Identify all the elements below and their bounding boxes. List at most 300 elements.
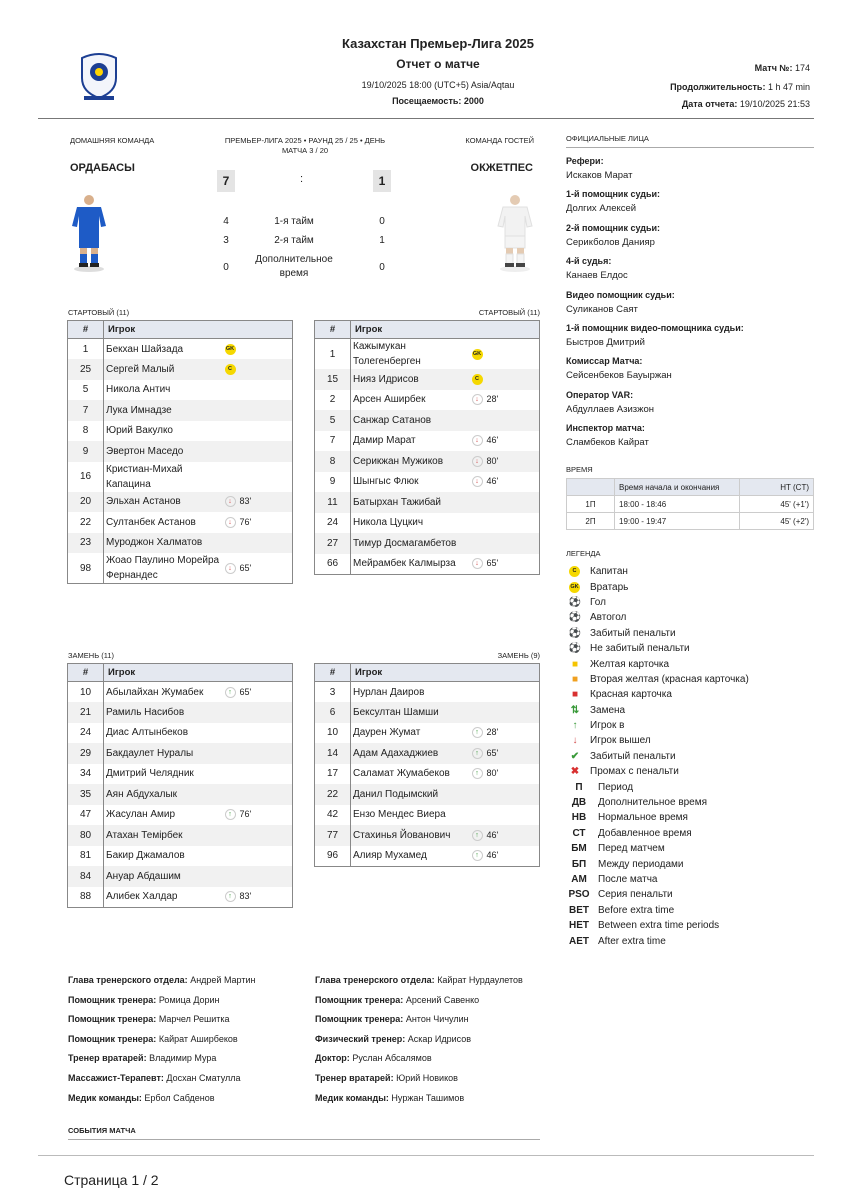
player-name: Аян Абдухалык — [104, 784, 225, 805]
player-number: 96 — [315, 846, 351, 867]
official — [566, 223, 814, 256]
legend-item — [566, 579, 749, 594]
staff-role: Массажист-Терапевт: — [68, 1072, 164, 1083]
player-events — [225, 743, 293, 764]
official-role: 4-й судья: — [566, 256, 612, 267]
staff-member — [315, 975, 523, 995]
player-in-icon: ↑ — [225, 687, 236, 698]
legend-label: ЛЕГЕНДА — [566, 549, 601, 558]
sub-minute: 46' — [486, 850, 499, 860]
legend-text: После матча — [598, 874, 658, 885]
player-number: 23 — [68, 533, 104, 554]
staff-name: Ербол Сабденов — [144, 1092, 215, 1103]
staff-role: Физический тренер: — [315, 1033, 406, 1044]
page-number: Страница 1 / 2 — [64, 1172, 159, 1188]
player-events — [225, 533, 293, 554]
legend-item — [566, 918, 749, 933]
official-role: 1-й помощник судьи: — [566, 189, 661, 200]
footer-divider — [38, 1155, 814, 1156]
player-number: 25 — [68, 359, 104, 380]
legend-item — [566, 610, 749, 625]
legend-icon: ↑ — [572, 720, 578, 732]
player-events — [225, 400, 293, 421]
legend-icon: БМ — [571, 843, 587, 855]
player-row — [315, 764, 540, 785]
legend-item — [566, 779, 749, 794]
sub-minute: 80' — [486, 768, 499, 779]
staff-member — [315, 1073, 523, 1093]
official-name: Сейсенбеков Бауыржан — [566, 370, 672, 382]
sub-minute: 83' — [239, 891, 252, 901]
player-row — [68, 339, 293, 360]
staff-member — [315, 1093, 523, 1113]
legend-text: Вратарь — [590, 581, 629, 593]
legend-item — [566, 718, 749, 733]
captain-badge: C — [225, 364, 236, 375]
player-number: 5 — [315, 410, 351, 431]
player-number: 14 — [315, 743, 351, 764]
player-row — [68, 743, 293, 764]
away-staff-list — [315, 975, 523, 1112]
player-events — [225, 380, 293, 401]
legend-text: Between extra time periods — [598, 920, 720, 932]
player-events — [225, 553, 293, 584]
player-name: Ануар Абдашим — [104, 866, 225, 887]
player-row — [68, 846, 293, 867]
player-in-icon: ↑ — [472, 850, 483, 861]
legend-text: Игрок в — [590, 720, 625, 732]
player-number: 98 — [68, 553, 104, 584]
player-name: Рамиль Насибов — [104, 702, 225, 723]
player-number: 34 — [68, 764, 104, 785]
header-divider — [38, 118, 814, 119]
legend-icon: ⇅ — [570, 704, 580, 716]
player-row — [68, 462, 293, 492]
player-name: Муроджон Халматов — [104, 533, 225, 554]
staff-name: Марчел Решитка — [158, 1014, 230, 1025]
player-row — [68, 359, 293, 380]
player-in-icon: ↑ — [225, 809, 236, 820]
legend-icon: ⚽ — [568, 612, 582, 624]
official-name: Суликанов Саят — [566, 303, 638, 315]
player-events — [472, 743, 540, 764]
legend-item — [566, 826, 749, 841]
official-name: Канаев Елдос — [566, 270, 628, 282]
player-name: Адам Адахаджиев — [351, 743, 472, 764]
time-ht: 45' (+2') — [740, 513, 814, 530]
player-row — [315, 805, 540, 826]
legend-text: After extra time — [598, 935, 666, 947]
official-role: Рефери: — [566, 156, 604, 166]
player-number: 84 — [68, 866, 104, 887]
player-events — [225, 492, 293, 513]
official-role: Оператор VAR: — [566, 389, 634, 400]
legend-text: Желтая карточка — [590, 658, 670, 670]
player-row — [68, 421, 293, 442]
period-row: 4 1-я тайм 0 — [223, 216, 385, 227]
player-number: 7 — [68, 400, 104, 421]
player-number: 11 — [315, 492, 351, 513]
player-number: 88 — [68, 887, 104, 908]
legend-icon: BET — [569, 904, 589, 916]
legend-icon: GK — [569, 582, 580, 593]
player-name: Жасулан Амир — [106, 809, 176, 821]
col-number: # — [68, 664, 104, 682]
legend-icon: ■ — [571, 658, 579, 670]
staff-role: Глава тренерского отдела: — [315, 975, 435, 985]
player-row — [315, 513, 540, 534]
away-starting-label: СТАРТОВЫЙ (11) — [478, 308, 540, 317]
player-name: Алибек Халдар — [106, 891, 178, 902]
official-name: Быстров Дмитрий — [566, 336, 645, 348]
player-number: 8 — [315, 451, 351, 472]
player-name: Султанбек Астанов — [106, 516, 196, 528]
official-role: 2-й помощник судьи: — [566, 222, 661, 233]
player-number: 35 — [68, 784, 104, 805]
player-events — [225, 825, 293, 846]
legend-item — [566, 933, 749, 948]
player-name: Бакир Джамалов — [106, 850, 185, 862]
sub-minute: 28' — [486, 394, 499, 405]
col-player: Игрок — [104, 321, 293, 339]
time-range: 18:00 - 18:46 — [615, 496, 740, 513]
legend-icon: НВ — [571, 812, 587, 824]
player-name: Атахан Темірбек — [104, 825, 225, 846]
col-number: # — [68, 321, 104, 339]
legend-icon: АМ — [571, 874, 587, 885]
sub-minute: 65' — [486, 558, 499, 568]
staff-member — [68, 1034, 255, 1054]
player-events — [472, 410, 540, 431]
legend-icon: ✖ — [570, 766, 580, 778]
player-number: 42 — [315, 805, 351, 826]
player-name: Нурлан Даиров — [353, 686, 425, 698]
legend-icon: П — [575, 781, 583, 793]
player-row — [68, 400, 293, 421]
legend-icon: AET — [569, 935, 589, 947]
away-starting-table — [314, 320, 540, 575]
home-team-name: ОРДАБАСЫ — [70, 162, 135, 174]
player-events — [225, 887, 293, 908]
home-subs-label: ЗАМЕНЬ (11) — [68, 651, 114, 660]
match-events-label: СОБЫТИЯ МАТЧА — [68, 1126, 136, 1135]
legend-item — [566, 795, 749, 810]
player-in-icon: ↑ — [225, 891, 236, 902]
player-name: Мейрамбек Калмырза — [353, 558, 456, 569]
player-row — [68, 702, 293, 723]
score-separator: : — [300, 173, 304, 185]
player-out-icon: ↓ — [225, 517, 236, 528]
legend-text: Не забитый пенальти — [590, 643, 690, 655]
legend-text: Между периодами — [598, 858, 684, 870]
away-subs-table — [314, 663, 540, 867]
player-name: Серикжан Мужиков — [351, 451, 472, 472]
officials-divider — [566, 147, 814, 148]
sub-minute: 65' — [239, 562, 252, 573]
staff-role: Помощник тренера: — [68, 1014, 157, 1025]
player-events — [472, 513, 540, 534]
staff-name: Кайрат Аширбеков — [158, 1033, 238, 1044]
staff-name: Владимир Мура — [149, 1053, 217, 1064]
report-title: Казахстан Премьер-Лига 2025 — [342, 36, 534, 51]
legend-text: Забитый пенальти — [590, 750, 676, 762]
player-number: 9 — [315, 472, 351, 493]
player-name: Шынгыс Флюк — [353, 476, 419, 488]
legend-text: Период — [598, 781, 634, 793]
player-row — [315, 369, 540, 390]
player-out-icon: ↓ — [472, 558, 483, 569]
player-events — [472, 369, 540, 390]
player-number: 66 — [315, 554, 351, 575]
player-in-icon: ↑ — [472, 727, 483, 738]
player-name: Эвертон Маседо — [104, 441, 225, 462]
official-name: Серикболов Данияр — [566, 236, 655, 248]
legend-icon: ✔ — [570, 750, 580, 762]
away-score: 1 — [373, 170, 391, 192]
player-name: Нияз Идрисов — [351, 369, 472, 390]
player-row — [315, 554, 540, 575]
legend-icon: ■ — [571, 673, 579, 685]
official-role: Комиссар Матча: — [566, 356, 643, 367]
staff-role: Тренер вратарей: — [315, 1072, 394, 1083]
legend-icon: C — [569, 566, 580, 577]
match-number: Матч №: 174 — [754, 63, 810, 73]
legend-icon: ⚽ — [568, 643, 582, 655]
legend-item — [566, 887, 749, 902]
player-out-icon: ↓ — [472, 435, 483, 446]
player-number: 2 — [315, 390, 351, 411]
home-kit-icon — [70, 192, 108, 274]
legend-icon: ■ — [571, 689, 579, 701]
staff-name: Антон Чичулин — [405, 1014, 469, 1025]
official — [566, 156, 814, 189]
staff-member — [315, 1014, 523, 1034]
player-row — [315, 682, 540, 703]
player-row — [68, 682, 293, 703]
player-name: Даурен Жумат — [353, 727, 421, 739]
legend-text: Игрок вышел — [590, 735, 651, 747]
player-events — [225, 441, 293, 462]
legend-item — [566, 687, 749, 702]
player-number: 15 — [315, 369, 351, 390]
staff-role: Помощник тренера: — [68, 1033, 157, 1044]
staff-member — [315, 995, 523, 1015]
player-name: Никола Цуцкич — [353, 517, 424, 529]
official-role: Инспектор матча: — [566, 423, 645, 434]
sub-minute: 46' — [486, 829, 499, 840]
events-divider — [68, 1139, 540, 1140]
player-name: Алияр Мухамед — [353, 850, 427, 861]
sub-minute: 65' — [239, 686, 252, 697]
legend-item — [566, 764, 749, 779]
legend-text: Автогол — [590, 612, 627, 624]
sub-minute: 28' — [486, 727, 499, 738]
player-events — [472, 805, 540, 826]
official-name: Абдуллаев Азизжон — [566, 403, 655, 415]
legend-list — [566, 564, 749, 949]
player-number: 17 — [315, 764, 351, 785]
player-name: Никола Антич — [106, 384, 171, 396]
player-events — [472, 784, 540, 805]
legend-item — [566, 810, 749, 825]
player-out-icon: ↓ — [472, 476, 483, 487]
player-in-icon: ↑ — [472, 830, 483, 841]
player-events — [225, 359, 293, 380]
player-name: Бекхан Шайзада — [106, 343, 184, 355]
player-row — [68, 764, 293, 785]
player-events — [472, 723, 540, 744]
player-name: Жоао Паулино Морейра Фернандес — [106, 555, 220, 581]
staff-name: Кайрат Нурдаулетов — [437, 975, 523, 985]
legend-text: Before extra time — [598, 904, 675, 916]
player-out-icon: ↓ — [472, 394, 483, 405]
player-row — [315, 472, 540, 493]
home-staff-list — [68, 975, 255, 1112]
home-starting-label: СТАРТОВЫЙ (11) — [68, 308, 130, 317]
sub-minute: 83' — [239, 496, 252, 507]
player-row — [315, 743, 540, 764]
staff-role: Помощник тренера: — [315, 994, 404, 1005]
legend-item — [566, 872, 749, 887]
player-number: 29 — [68, 743, 104, 764]
player-events — [225, 846, 293, 867]
player-row — [68, 512, 293, 533]
player-events — [472, 764, 540, 785]
player-name: Абылайхан Жумабек — [106, 686, 204, 698]
player-name: Стахинья Йованович — [351, 825, 472, 846]
legend-item — [566, 672, 749, 687]
player-events — [225, 805, 293, 826]
match-datetime: 19/10/2025 18:00 (UTC+5) Asia/Aqtau — [361, 80, 515, 90]
player-events — [225, 682, 293, 703]
staff-role: Доктор: — [315, 1053, 350, 1064]
player-row — [68, 441, 293, 462]
legend-text: Нормальное время — [598, 812, 688, 824]
goalkeeper-badge: GK — [225, 344, 236, 355]
player-name: Дмитрий Челядник — [106, 768, 194, 780]
legend-text: Забитый пенальти — [590, 627, 676, 639]
staff-name: Досхан Сматулла — [166, 1072, 241, 1083]
player-events — [472, 682, 540, 703]
time-col-ht: HT (CT) — [740, 479, 814, 496]
legend-text: Серия пенальти — [598, 889, 673, 901]
legend-item — [566, 656, 749, 671]
player-name: Лука Имнадзе — [104, 400, 225, 421]
player-in-icon: ↑ — [472, 768, 483, 779]
attendance: Посещаемость: 2000 — [392, 96, 484, 106]
legend-item — [566, 856, 749, 871]
player-events — [225, 339, 293, 360]
officials-list — [566, 156, 814, 457]
official — [566, 323, 814, 356]
player-number: 10 — [315, 723, 351, 744]
player-events — [225, 512, 293, 533]
official-role: Видео помощник судьи: — [566, 289, 675, 300]
sub-minute: 80' — [486, 455, 499, 466]
player-name: Данил Подымский — [351, 784, 472, 805]
player-events — [472, 846, 540, 867]
away-team-caption: КОМАНДА ГОСТЕЙ — [465, 136, 534, 145]
player-number: 16 — [68, 462, 104, 492]
match-duration: Продолжительность: 1 h 47 min — [670, 82, 810, 92]
player-number: 5 — [68, 380, 104, 401]
player-number: 24 — [315, 513, 351, 534]
col-player: Игрок — [351, 664, 540, 682]
player-number: 47 — [68, 805, 104, 826]
staff-role: Тренер вратарей: — [68, 1053, 147, 1064]
away-team-name: ОКЖЕТПЕС — [470, 162, 533, 174]
staff-role: Медик команды: — [315, 1092, 389, 1103]
captain-badge: C — [472, 374, 483, 385]
player-number: 7 — [315, 431, 351, 452]
player-row — [315, 431, 540, 452]
col-player: Игрок — [351, 321, 540, 339]
legend-text: Промах с пенальти — [590, 766, 679, 778]
player-out-icon: ↓ — [225, 563, 236, 574]
away-subs-label: ЗАМЕНЬ (9) — [497, 651, 540, 660]
legend-text: Добавленное время — [598, 827, 692, 839]
staff-name: Ромица Дорин — [158, 994, 220, 1005]
away-kit-icon — [496, 192, 534, 274]
time-col-range: Время начала и окончания — [615, 479, 740, 496]
player-name: Санжар Сатанов — [351, 410, 472, 431]
player-out-icon: ↓ — [472, 456, 483, 467]
home-score: 7 — [217, 170, 235, 192]
player-name: Бакдаулет Нуралы — [104, 743, 225, 764]
player-number: 8 — [68, 421, 104, 442]
player-number: 22 — [315, 784, 351, 805]
player-number: 24 — [68, 723, 104, 744]
legend-icon: БП — [571, 858, 587, 870]
legend-item — [566, 626, 749, 641]
player-row — [315, 825, 540, 846]
player-events — [472, 825, 540, 846]
legend-text: Замена — [590, 704, 626, 716]
player-number: 27 — [315, 533, 351, 554]
legend-text: Дополнительное время — [598, 797, 708, 809]
player-name: Батырхан Тажибай — [351, 492, 472, 513]
player-events — [472, 702, 540, 723]
time-period: 2П — [567, 513, 615, 530]
staff-member — [68, 1093, 255, 1113]
player-number: 81 — [68, 846, 104, 867]
player-row — [315, 390, 540, 411]
period-row: 3 2-я тайм 1 — [223, 235, 385, 246]
time-table — [566, 478, 814, 530]
home-team-caption: ДОМАШНЯЯ КОМАНДА — [70, 136, 155, 145]
player-row — [68, 887, 293, 908]
player-name: Дамир Марат — [353, 435, 416, 447]
legend-icon: ДВ — [571, 797, 587, 809]
staff-name: Руслан Абсалямов — [352, 1053, 432, 1064]
staff-name: Арсений Савенко — [405, 994, 480, 1005]
legend-item — [566, 733, 749, 748]
legend-text: Красная карточка — [590, 689, 672, 701]
player-name: Ензо Мендес Виера — [353, 809, 446, 821]
legend-icon: ⚽ — [568, 596, 582, 608]
player-name: Сергей Малый — [104, 359, 225, 380]
legend-icon: PSO — [568, 889, 590, 901]
legend-icon: ⚽ — [568, 627, 582, 639]
player-name: Кристиан-Михай Капацина — [106, 463, 183, 490]
staff-name: Юрий Новиков — [396, 1072, 458, 1083]
official — [566, 356, 814, 389]
officials-label: ОФИЦИАЛЬНЫЕ ЛИЦА — [566, 134, 649, 143]
player-number: 20 — [68, 492, 104, 513]
round-info: ПРЕМЬЕР-ЛИГА 2025 • РАУНД 25 / 25 • ДЕНЬ МАТЧА 3 / 20 — [224, 136, 386, 155]
staff-name: Андрей Мартин — [190, 975, 256, 985]
col-number: # — [315, 664, 351, 682]
